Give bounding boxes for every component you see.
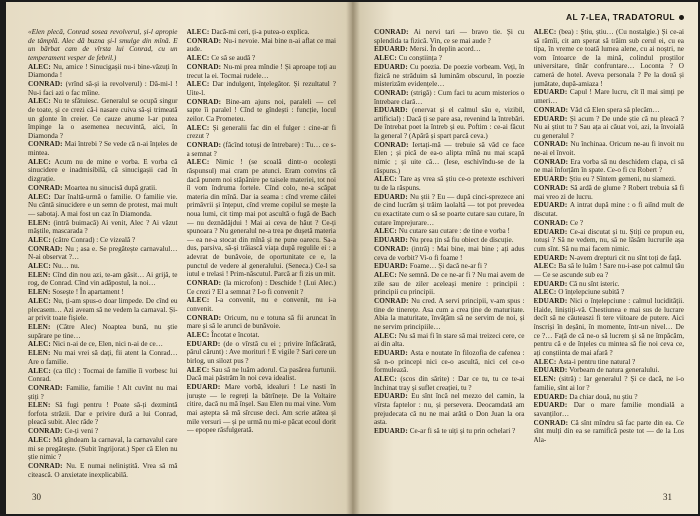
dialogue-text: (la microfon) : Deschide ! (Lui Alec.) Ce crezi ? El a semnat ? I-o fi convenit ? [186,278,336,296]
page-number-left: 30 [32,492,41,502]
dialogue-text: Nimic ! (se scoală dintr-o ocolești răspunsul) mai cram pe atunci. Eram convins că dacă punem noi stăpânire pe taisele materiei, tot noi îl vom îndruma fortele. Cînd colo, ne-a scăpat materia din mînă. Dar ia seama : cînd vreme căilei primăvrii și înțeput, cînd vreme copilul se mește la noua lumi, cit timp mai pot ascultă o fugă de Bach — nu deznădăjdui ! Mai ai ceva de hăut ? Ce-ți spunoara ? Nu generalul ne-a trea pe dușetă materia — ea ne-a stocat din mînă și ne pune oarecu. Sa-a dus, parsiva, să-și trăiască viața după regulile ei : a adevrat de bunăvoie, de oportunitate ce e, la punctul de vedere al generalului. (Seneca.) Ce-l sa iutul e trelasi ! Prim-născutul. Parcă ar fi zis un mit. [186,158,336,279]
dialogue-line [534,228,685,254]
speaker-name: EDUARD: [374,45,410,54]
dialogue-line [28,63,178,80]
dialogue-line [187,279,337,296]
dialogue-line [28,219,178,236]
dialogue-text: (vrînd să-și ia revolverul) : Dă-mi-l ! Nu-i faci azi o fac mîine. [28,79,178,97]
dialogue-text: Dar o mare familie mondială a savanților… [533,401,684,418]
dialogue-line [374,45,525,54]
right-page-columns [374,28,684,478]
dialogue-line [534,28,685,88]
dialogue-text: Moartea nu sinucisă după gratii. [64,183,157,192]
speaker-name: ALEC: [374,175,400,184]
speaker-name: EDUARD: [533,392,570,401]
speaker-name: EDUARD: [533,401,574,410]
dialogue-line [28,340,178,349]
speaker-name: ALEC: [374,227,399,236]
dialogue-line [534,393,685,402]
speaker-name: CONRAD: [533,418,571,427]
speaker-name: ALEC: [28,436,53,445]
dialogue-line [534,140,685,157]
dialogue-text: Nu știi ? Eu — după cinci-sprezece ani de cind lucrăm și trăim laolaltă — tot pot prevedea cu exactitate cum o să se poarte cutare sau cutare, în cutare împrejurare… [374,192,525,227]
speaker-name: ALEC: [186,123,213,132]
speaker-name: CONRAD: [533,184,571,192]
dialogue-text: Cînd din nou azi, te-am găsit… Ai grijă, te rog, de Conrad. Cînd vin adăpostul, la noi… [28,270,178,288]
dialogue-text: N-avem drepturi cit nu sînt toți de față. [569,253,682,262]
dialogue-line [187,141,337,158]
speaker-name: ALEC: [186,331,212,340]
dialogue-line [534,106,685,115]
speaker-name: EDUARD: [533,279,570,288]
speaker-name: ALEC: [374,271,399,280]
speaker-name: CONRAD: [533,157,571,166]
speaker-name: ALEC: [533,28,559,36]
dialogue-text: (ca tîlc) : Tocmai de familie îi vorbesc lui Conrad. [28,366,178,384]
dialogue-text: Nu, amice ! Sinucigașii nu-i bine-văzuți în Diamonda ! [28,62,178,80]
speaker-name: EDUARD: [374,348,411,357]
dialogue-text: Ce-ar fi să te uiți și tu prin ochelari ? [409,426,516,435]
speaker-name: CONRAD: [374,140,413,149]
dialogue-line [187,366,337,383]
speaker-name: EDUARD: [533,175,570,184]
dialogue-text: (intră) : Mai bine, mai bine ; ați adus ceva de vorbit? Vi-o fi foame ! [374,244,525,262]
speaker-name: ALEC: [533,357,559,366]
dialogue-line [374,245,525,262]
running-header [566,12,684,22]
dialogue-line [187,63,337,80]
speaker-name: ALEC: [374,374,401,383]
page-number-right: 31 [663,492,672,502]
dialogue-line [374,271,525,297]
dialogue-line [374,392,525,426]
speaker-name: EDUARD: [374,392,412,401]
dialogue-line [28,193,178,219]
dialogue-text: Ce ? [570,218,584,227]
dialogue-line [187,314,337,331]
dialogue-text: (Către Alec) Noaptea bună, nu știe supărare pe tine… [28,323,178,340]
dialogue-line [534,375,685,392]
speaker-name: ELEN: [28,323,57,331]
dialogue-text: Nu-mi prea mîndie ! Și aproape toți au trecut la ei. Tocmai rudele… [186,62,336,80]
dialogue-text: O înțelepciune subită ? [558,288,625,297]
dialogue-line [187,37,337,54]
speaker-name: ALEC: [28,62,54,71]
speaker-name: CONRAD: [533,218,571,227]
dialogue-text: Nu cutare sau cutare : de tine e vorba ! [398,227,510,236]
speaker-name: EDUARD: [374,262,410,271]
dialogue-line [534,262,685,279]
dialogue-line [28,436,178,462]
dialogue-text: Nici n-ai de ce, Elen, nici n-ai de ce… [52,340,163,349]
dialogue-text: «Elen plecă, Conrad sosea revolverul, și-l apropie de tâmplă. Alec dă buzna și-l smulge din mînă. E un bărbat cam de vîrsta lui Conrad, cu un temperament vesper de febril.) [28,28,178,62]
dialogue-text: Că nu sînt isteric. [569,279,620,288]
speaker-name: CONRAD: [186,141,224,150]
dialogue-text: Mai întrebi ? Se vede că n-ai înțeles de mintea. [28,140,178,158]
dialogue-line [187,124,337,141]
dialogue-line [28,80,178,97]
dialogue-text: (făcînd totuși de întrebare) : Tu… ce s-a semnat ? [186,141,336,158]
dialogue-text: Ne semnă. De ce ne-ar fi ? Nu mai avem de zile sau de ziler aceleași menire : principii : principii cu principii. [374,271,525,297]
dialogue-line [187,28,337,37]
dialogue-text: Nu ; asa e. Se pregătește carnavalul… N-ai observat ?… [28,244,178,262]
dialogue-line [28,427,178,436]
dialogue-text: Știu eu ? Sîntem gemeni, nu siamezi. [569,175,676,184]
dialogue-line [374,427,525,436]
dialogue-line [374,28,525,45]
dialogue-line [28,401,178,427]
dialogue-text: Mă gîndeam la carnaval, la carnavalul care mi se pregătește. (Subit îngrijorat.) Sper că Elen nu știe nimic ? [28,436,178,462]
speaker-name: ALEC: [186,158,216,167]
speaker-name: ELEN: [28,218,54,227]
dialogue-line [28,384,178,401]
dialogue-line [28,184,178,193]
dialogue-line [374,63,525,89]
speaker-name: ALEC: [28,235,53,244]
dialogue-line [534,419,685,445]
speaker-name: EDUARD: [533,366,570,375]
dialogue-line [534,219,685,228]
dialogue-line [534,358,685,367]
speaker-name: CONRAD: [186,62,224,71]
dialogue-line [534,184,685,201]
dialogue-line [28,140,178,157]
speaker-name: EDUARD: [374,426,410,435]
dialogue-text: Asta e noutate în filozofia de cafenea : să n-o princepi nici ce-o ascultă, nici cel ce-o formulează. [374,348,525,375]
dialogue-text: Că sînt mîndru să fac parte din ea. Ce sînt mulți din ea se ramifică peste tot — de la Los Ala- [533,418,684,444]
dialogue-line [534,280,685,289]
dialogue-line [534,297,685,357]
left-page-column-2 [187,28,337,478]
dialogue-text: Dacă-mi ceri, ți-a putea-o explica. [211,28,310,36]
speaker-name: EDUARD: [374,192,411,201]
speaker-name: CONRAD: [28,244,66,253]
dialogue-text: Să fugi pentru ! Poate să-ți dezmintă forfota străzii. Dar e privire dură a lui Conrad, pleacă subit. Alec râde ? [28,401,178,427]
dialogue-text: Tare aș vrea să știu ce-o pretexte eschiveri tu de la răspuns. [374,175,525,192]
speaker-name: ELEN: [28,401,56,410]
speaker-name: EDUARD: [374,62,411,71]
speaker-name: CONRAD: [28,462,67,470]
speaker-name: ALEC: [374,331,399,340]
dialogue-text: Sau să ne luăm adorul. Ca pasărea furtunii. Dacă mai păstrăm în noi ceva idealist. [186,365,336,383]
dialogue-line [28,236,178,245]
dialogue-text: Nu, ți-am spus-o doar limpede. De cînd eu plecasem… Azi aveam să ne vedem la carnaval. Și-ar privit toate fișiele. [28,297,178,323]
dialogue-line [28,28,178,62]
speaker-name: EDUARD: [533,114,570,123]
speaker-name: ALEC: [28,192,54,201]
dialogue-text: Nu. E numai neliniștită. Vrea să mă citească. O anxietate inexplicabilă. [28,462,178,478]
dialogue-text: Foame… Și dacă ne-ar fi ? [409,262,487,271]
dialogue-line [187,54,337,63]
dialogue-text: Cu poezia. De poezie vorbeam. Veți, în fizică ne străduim să luminăm obscurul, în poezie misterizăm evidențele… [374,62,525,89]
dialogue-text: Da chiar două, nu știu ? [569,392,638,401]
dialogue-text: Sosește ! În apartament ! [52,288,124,297]
right-page [352,2,698,514]
speaker-name: ALEC: [28,262,53,271]
dialogue-text: Nu închinaa. Oricum ne-au fi invoit nu ne-ai el învoit. [533,140,684,158]
speaker-name: CONRAD: [186,313,225,322]
dialogue-line [28,323,178,340]
dialogue-text: Nici o înțelepciune : calmul lucidității. Haide, liniștiți-vă. Chestiunea e mai sus de lucrare decît să ne căuteaszi fi tere viitoare de putere. Aici înscriși în deșăni, în momente, într-un nivel… De ce ?… Față de că ne-o să lucrem și să ne împăcăm, pentru că e de înțeles cu mintea să fie noi ceva ce, ați conștiinta de mai afară ? [533,297,684,357]
speaker-name: EDUARD: [186,339,224,348]
speaker-name: CONRAD: [374,244,412,253]
dialogue-text: Mersi. În deplin acord… [409,45,481,54]
dialogue-line [28,271,178,288]
dialogue-line [374,106,525,140]
speaker-name: CONRAD: [533,140,571,149]
dialogue-line [374,332,525,349]
dialogue-line [187,98,337,124]
speaker-name: CONRAD: [374,297,412,306]
dialogue-line [187,80,337,97]
dialogue-text: Încotat e încotat. [211,331,260,340]
dialogue-line [28,462,178,478]
dialogue-line [28,97,178,140]
dialogue-line [187,158,337,278]
dialogue-line [374,297,525,331]
speaker-name: CONRAD: [28,79,66,88]
dialogue-line [374,193,525,227]
speaker-name: ALEC: [533,288,559,297]
right-page-column-1 [374,28,525,478]
speaker-name: EDUARD: [533,253,570,262]
dialogue-line [374,227,525,236]
speaker-name: CONRAD: [186,36,224,45]
dialogue-text: Acum nu de mine e vorba. E vorba că sinucidere e inadmisibilă, că sinucigașii cad în dizgrație. [28,157,178,184]
left-page [6,2,352,514]
dialogue-text: Bine-am ajuns noi, paraleli — cel sapte îi paralel ! Cînd te gîndești : funcție, locul zeilor. Ca Prometeu. [186,97,336,123]
dialogue-text: Ce-ți veni ? [64,427,99,436]
dialogue-text: Era vorba să nu deschidem clapa, ci să ne mai înforțăm în spate. Ce-o fi cu Robert ? [533,157,684,175]
dialogue-text: Să ardă de glume ? Robert trebuia să fi mai vreo zi de lucru. [533,184,684,201]
dialogue-text: Ce-ai discutat și tu. Știți ce propun eu, totuși ? Să ne vedem, nu, să ne lăsăm lucrurile așa cum sînt. Să nu mai facem nimic. [533,227,684,253]
speaker-name: CONRAD: [533,105,571,114]
dialogue-text: Cu conștiința ? [398,54,442,63]
dialogue-line [374,262,525,271]
speaker-name: EDUARD: [374,236,410,245]
dialogue-line [534,401,685,418]
speaker-name: ALEC: [186,54,212,63]
speaker-name: EDUARD: [533,201,570,210]
dialogue-text: Dar înaltă-urmă o familie. O familie vie. Nu cântă sinucidere e un semn de protest, mai mult — sabotaj. A mai fost un caz în Diamonda. [28,192,178,218]
dialogue-text: Dar indulgent, înțelegător. Și rezultatul ? Uite-l. [186,80,336,97]
speaker-name: EDUARD: [374,106,413,115]
dialogue-text: I-a convenit, nu e convenit, nu i-a convenit. [186,296,336,313]
speaker-name: ELEN: [28,349,54,358]
dialogue-text: Nu-i nevoie. Mai bine n-ai aflat ce mai aude. [186,36,336,54]
dialogue-line [374,175,525,192]
dialogue-text: Ai nervi tari — bravo tie. Și cu splendida ta fizică. Vin, ce se mai aude ? [374,28,525,45]
speaker-name: ALEC: [28,97,54,106]
speaker-name: CONRAD: [28,183,65,192]
speaker-name: CONRAD: [374,88,411,97]
dialogue-text: Capul ! Mare lucru, cît îl mai simți pe umeri… [533,88,684,105]
dialogue-line [28,297,178,323]
dialogue-text: (intră buimacă) Ai venit, Alec ? Ai văzut măștile, mascarada ? [28,218,178,236]
dialogue-line [374,54,525,63]
speaker-name: CONRAD: [374,28,414,36]
dialogue-text: Nu să mai fi în stare să mai treizeci cere, ce ai din alta. [374,331,525,349]
dialogue-line [28,349,178,366]
speaker-name: ALEC: [533,262,559,271]
dialogue-line [28,262,178,271]
dialogue-text: (către Conrad) : Ce vizeală ? [52,235,136,244]
speaker-name: ALEC: [28,297,54,306]
dialogue-line [374,349,525,375]
speaker-name: ALEC: [186,365,212,374]
right-page-column-2 [534,28,685,478]
dialogue-line [534,158,685,175]
dialogue-text: (enervat și el calmul său e, vizibil, artificial) : Dacă ți se pare asa, revenind la întrebări. De întrebat poet la întreb și eu. Poftim : ce-ai făcut la general ? (Apără și spart parcă ceva.) [374,106,525,141]
speaker-name: ELEN: [28,270,53,279]
dialogue-text: Eu sînt încă nel mezzo del camin, la vîrsta faptelor : nu, și persevera. Deocamdată am prejudecata că nu ne mai arătă o Don Juan la ora asta. [374,392,525,427]
speaker-name: ALEC: [28,157,55,166]
speaker-name: CONRAD: [186,278,224,287]
dialogue-text: A intrat după mine : o fi aiînd mult de discutat. [533,201,684,218]
speaker-name: EDUARD: [186,383,225,392]
dialogue-text: Familie, familie ! Alt cuvînt nu mai știți ? [28,383,178,401]
dialogue-line [28,288,178,297]
speaker-name: CONRAD: [186,97,226,106]
left-page-column-1 [28,28,178,478]
dialogue-line [28,245,178,262]
speaker-name: ALEC: [186,28,212,36]
dialogue-text: (strigă) : Cum faci tu acum misterios o întrebare clară… [374,88,525,106]
speaker-name: EDUARD: [533,297,570,306]
dialogue-text: (sitră) : Iar generalul ? Și ce dacă, ne i-o familie, sînt ai lor ? [533,375,684,392]
dialogue-line [534,254,685,263]
dialogue-text: (scos din sărite) : Dar ce tu, tu ce te-ai închinat tray și suflet creației, tu ? [374,374,525,392]
dialogue-text: Oricum, nu e totuna să fii aruncat în mare și să le arunci de bunăvoie. [186,313,336,331]
dialogue-line [374,89,525,106]
dialogue-line [187,331,337,340]
speaker-name: ALEC: [186,296,216,305]
dialogue-text: Nu cred. A servi principii, v-am spus : tine de tinerețe. Asa cum a crea ține de maturitate. Abia la maturitate, învățăm să ne servim de noi, și ne servim principiile… [374,297,525,331]
dialogue-line [374,141,525,175]
speaker-name: ALEC: [28,340,53,349]
speaker-name: EDUARD: [533,227,570,236]
dialogue-line [534,115,685,141]
dialogue-text: Nu mai vrei să dați, fii atent la Conrad… Are o familie. [28,349,178,366]
dialogue-text: Ba să le luăm ! Sare nu-i-ase pot calmul tău — Ce se ascunde sub ea ? [533,262,684,279]
dialogue-text: Nu prea țin să fiu obiect de discuție. [409,236,514,245]
dialogue-line [534,88,685,105]
dialogue-text: Ce să se audă ? [211,54,256,63]
dialogue-text: Nu… nu. [52,262,80,271]
dialogue-line [187,340,337,366]
dialogue-line [374,375,525,392]
dialogue-text: Asta-i pentru tine natural ? [558,357,636,366]
speaker-name: CONRAD: [28,140,65,149]
dialogue-text: Și generalii fac din el fulger : cine-ar fi crezut ? [186,123,336,141]
dialogue-text: (bea) : Știu, știu… (Cu nostalgie.) Și ce-ai să rămîi, cit am sperat să trăim sub cerul ei, cu ea tipa, în vreme ce toată lumea alene, cu ai noștri, ne vom întoarce de la mină, colindul proștilor universitare, tînăr confruntare… Loconta ? O camerá de hotel. Aveva personala ? Pe la două și jumătate, după-amiaza ! [533,28,684,88]
dialogue-text: Și acum ? De unde știe că nu pleacă ? Nu ai știut tu ? Sau ața ai căuat voi, azi, la învoială cu generalul ? [533,114,684,140]
dialogue-line [28,367,178,384]
speaker-name: EDUARD: [533,88,570,97]
dialogue-line [28,158,178,184]
speaker-name: CONRAD: [28,383,67,392]
dialogue-line [534,366,685,375]
dialogue-text: Nu te sfătuiesc. Generalul se ocupă singur de toate, și ce crezi că-i nasare cuiva să-și trimeată un glonte în creier. Ce cauze anume l-ar putea împinge la o asemenea necuvintă, aici, în Diamonda ? [28,97,178,140]
dialogue-text: Iertați-mă — trebuie să văd ce face Elen ; și pică de ea-o alipta mînă nu mai scapă nimic ; și uite că… (Iese, eschivîndu-se de la răspuns.) [374,140,525,175]
dialogue-text: Vorbeam de natura generalului. [569,366,660,375]
book-spread [6,2,698,514]
speaker-name: ELEN: [28,288,53,297]
dialogue-text: Mare vorbă, idealuri ! Le nasti în juruște — le regreți la bătrînețe. De la Voltaire citire, dacă nu mă înșel. Sau Elen nu mai vine. Vom mai aștepta să mă sîrcuse deci. Am scrie atâtea și mile versuri — și pe urmă nu mi-e păcat ecoul dorit — epopee răsfulgerată. [186,383,336,435]
speaker-name: ALEC: [28,366,54,375]
dialogue-line [374,236,525,245]
running-header-title: AL 7-LEA, TRADATORUL [565,12,675,22]
speaker-name: ALEC: [186,80,213,89]
left-page-columns [28,28,336,478]
bullet-icon [679,15,684,20]
dialogue-text: (de o vîrstă cu ei ; privire înfăcărată, părul cărunt) : Ave morituri ! E vigile ? Sari cere un birlog, un silozt pus ? [186,339,336,365]
dialogue-line [534,201,685,218]
dialogue-line [187,383,337,435]
dialogue-text: Văd că Elen spera să plecăm… [570,105,660,114]
speaker-name: CONRAD: [28,427,65,436]
dialogue-line [534,175,685,184]
dialogue-line [187,296,337,313]
dialogue-line [534,288,685,297]
speaker-name: ELEN: [533,375,559,384]
speaker-name: ALEC: [374,54,399,63]
